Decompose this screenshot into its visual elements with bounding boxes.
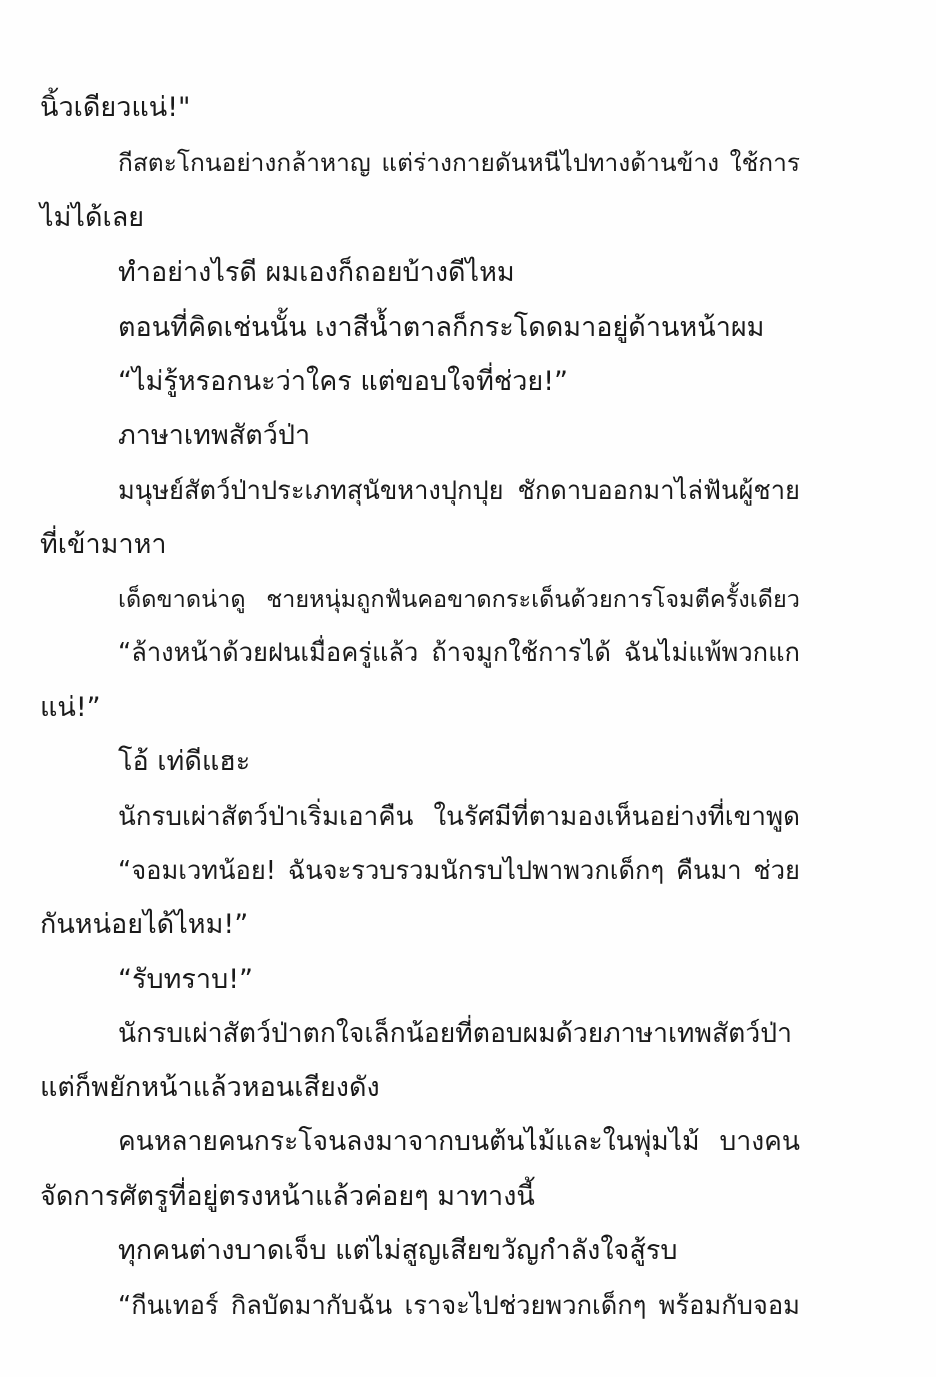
text-line: กันหน่อยได้ไหม!” bbox=[40, 909, 249, 940]
text-line: “กีนเทอร์ กิลบัดมากับฉัน เราจะไปช่วยพวกเด็กๆ พร้อมกับจอม bbox=[118, 1291, 800, 1321]
text-line: ทุกคนต่างบาดเจ็บ แต่ไม่สูญเสียขวัญกำลังใจสู้รบ bbox=[118, 1235, 678, 1266]
text-line: “รับทราบ!” bbox=[118, 964, 254, 995]
text-line: จัดการศัตรูที่อยู่ตรงหน้าแล้วค่อยๆ มาทางนี้ bbox=[40, 1181, 535, 1212]
text-line: เด็ดขาดน่าดู ชายหนุ่มถูกฟันคอขาดกระเด็นด้วยการโจมตีครั้งเดียว bbox=[118, 585, 800, 613]
text-line: นิ้วเดียวแน่!" bbox=[40, 92, 191, 123]
text-line: กีสตะโกนอย่างกล้าหาญ แต่ร่างกายดันหนีไปทางด้านข้าง ใช้การ bbox=[118, 148, 800, 177]
text-line: ทำอย่างไรดี ผมเองก็ถอยบ้างดีไหม bbox=[118, 257, 515, 288]
text-line: นักรบเผ่าสัตว์ป่าเริ่มเอาคืน ในรัศมีที่ตามองเห็นอย่างที่เขาพูด bbox=[118, 802, 800, 832]
text-line: “ล้างหน้าด้วยฝนเมื่อครู่แล้ว ถ้าจมูกใช้การได้ ฉันไม่แพ้พวกแก bbox=[118, 638, 800, 668]
text-line: ภาษาเทพสัตว์ป่า bbox=[118, 420, 311, 451]
text-line: “ไม่รู้หรอกนะว่าใคร แต่ขอบใจที่ช่วย!” bbox=[118, 366, 569, 397]
text-line: “จอมเวทน้อย! ฉันจะรวบรวมนักรบไปพาพวกเด็กๆ คืนมา ช่วย bbox=[118, 856, 800, 886]
text-line: แน่!” bbox=[40, 692, 101, 723]
text-line: โอ้ เท่ดีแฮะ bbox=[118, 746, 251, 777]
text-line: แต่ก็พยักหน้าแล้วหอนเสียงดัง bbox=[40, 1072, 380, 1103]
text-line: นักรบเผ่าสัตว์ป่าตกใจเล็กน้อยที่ตอบผมด้วยภาษาเทพสัตว์ป่า bbox=[118, 1018, 792, 1049]
text-line: ตอนที่คิดเช่นนั้น เงาสีน้ำตาลก็กระโดดมาอยู่ด้านหน้าผม bbox=[118, 312, 765, 343]
text-line: ไม่ได้เลย bbox=[40, 202, 145, 233]
text-line: คนหลายคนกระโจนลงมาจากบนต้นไม้และในพุ่มไม้ บางคน bbox=[118, 1126, 800, 1157]
text-line: ที่เข้ามาหา bbox=[40, 529, 167, 560]
text-line: มนุษย์สัตว์ป่าประเภทสุนัขหางปุกปุย ชักดาบออกมาไล่ฟันผู้ชาย bbox=[118, 476, 800, 506]
